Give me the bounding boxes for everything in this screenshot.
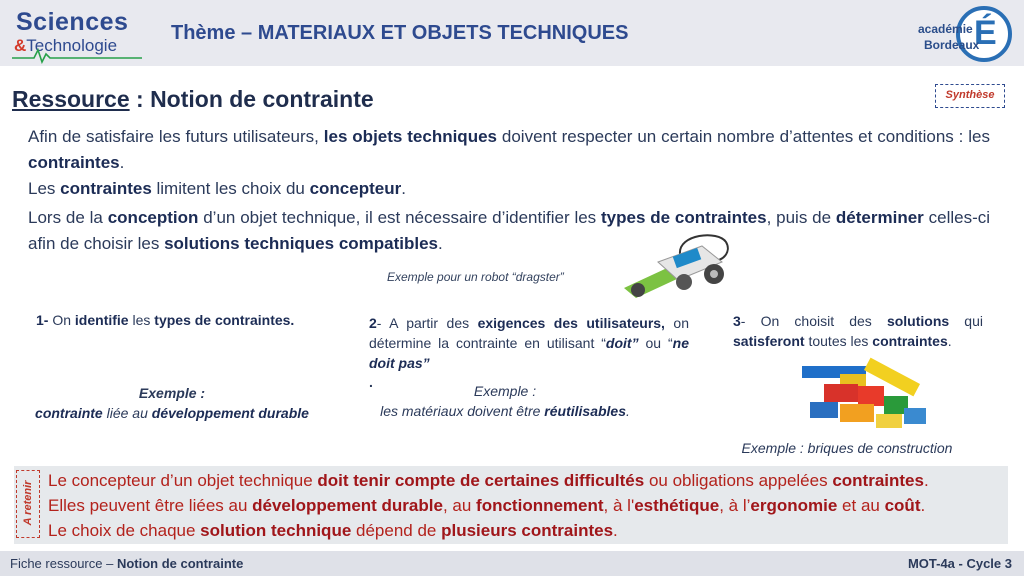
pulse-line-icon (12, 46, 142, 64)
academie-line2: Bordeaux (924, 38, 980, 52)
logo-line2: &Technologie (14, 36, 118, 55)
synthese-badge: Synthèse (935, 84, 1005, 108)
step-2: 2- A partir des exigences des utilisateurs, on détermine la contrainte en utilisant “doit” ou “ne doit pas” (369, 315, 689, 371)
example-1-text: contrainte liée au développement durable (35, 405, 309, 421)
step-1: 1- On identifie les types de contraintes. (36, 312, 295, 328)
intro-paragraph-3: Lors de la conception d’un objet technique, il est nécessaire d’identifier les types de contraintes, puis de déterminer celles-ci afin de choisir les solutions techniques compatibles. (28, 208, 991, 253)
example-2-dot: . (369, 374, 373, 390)
footer-bar (0, 551, 1024, 576)
header-bar (0, 0, 1024, 66)
academie-line1: académie (918, 22, 973, 36)
a-retenir-tag: A retenir (16, 470, 40, 538)
example-2-label: Exemple : (473, 383, 537, 399)
intro-paragraph-1: Afin de satisfaire les futurs utilisateurs, les objets techniques doivent respecter un certain nombre d’attentes et conditions : les contraintes. (28, 127, 991, 172)
a-retenir-box (14, 466, 1008, 544)
lego-bricks-image (800, 356, 940, 432)
intro-paragraph-2: Les contraintes limitent les choix du concepteur. (28, 179, 406, 198)
footer-left: Fiche ressource – Notion de contrainte (10, 556, 244, 571)
retenir-line-3: Le choix de chaque solution technique dépend de plusieurs contraintes. (48, 521, 618, 540)
example-2 (360, 381, 650, 421)
robot-dragster-image (618, 232, 736, 306)
theme-title: Thème – MATERIAUX ET OBJETS TECHNIQUES (171, 22, 629, 44)
example-2-text: les matériaux doivent être réutilisables. (380, 403, 630, 419)
academie-bordeaux-logo (916, 4, 1020, 64)
example-1-label: Exemple : (138, 385, 206, 401)
example-1 (20, 383, 324, 423)
logo-line1: Sciences (16, 8, 129, 36)
a-retenir-lines (48, 468, 929, 543)
step-3: 3- On choisit des solutions qui satisferont toutes les contraintes. (733, 313, 983, 349)
robot-example-caption: Exemple pour un robot “dragster” (387, 270, 564, 284)
page-title: Ressource : Notion de contrainte (12, 86, 374, 112)
sciences-technologie-logo (12, 6, 152, 62)
academie-letter: É (974, 14, 997, 52)
example-3: Exemple : briques de construction (741, 440, 953, 456)
footer-right: MOT-4a - Cycle 3 (907, 556, 1012, 571)
retenir-line-2: Elles peuvent être liées au développement durable, au fonctionnement, à l'esthétique, à l’ergonomie et au coût. (48, 496, 926, 515)
retenir-line-1: Le concepteur d’un objet technique doit tenir compte de certaines difficultés ou obligations appelées contraintes. (48, 471, 929, 490)
